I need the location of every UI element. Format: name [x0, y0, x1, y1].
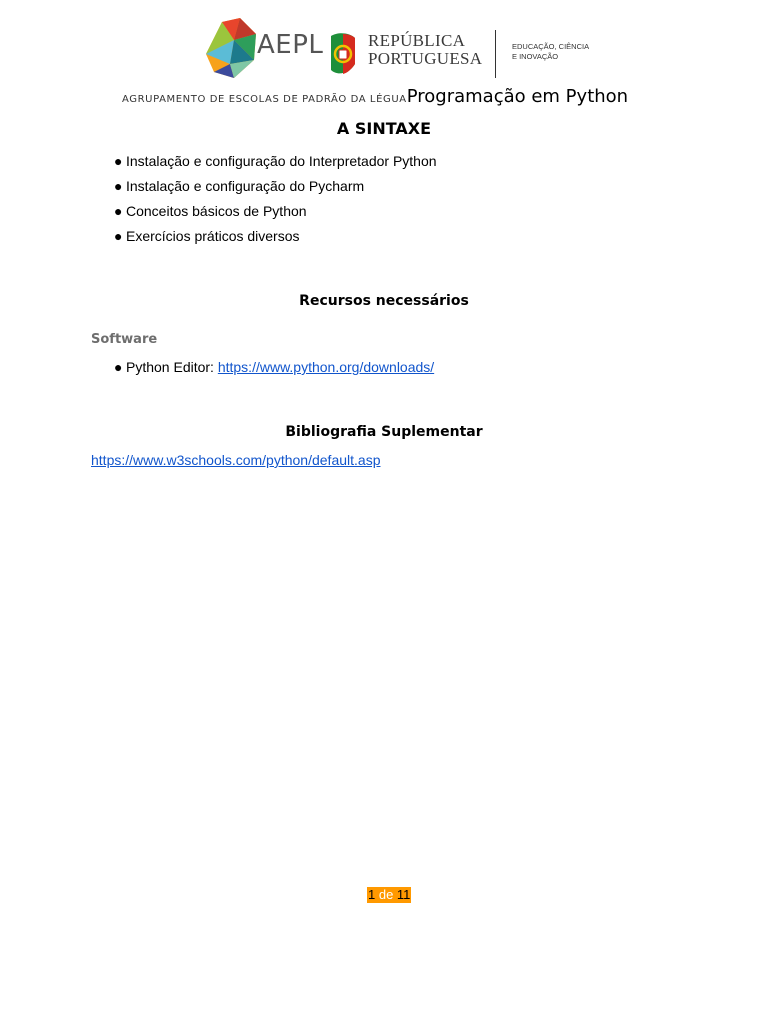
aepl-logo-text: AEPL [257, 30, 324, 60]
bullet-icon: ● [114, 153, 123, 169]
page-separator: de [375, 887, 397, 902]
list-item [114, 174, 437, 199]
list-item [114, 355, 434, 380]
w3schools-link[interactable]: https://www.w3schools.com/python/default.asp [91, 452, 381, 468]
ministry-label [512, 42, 589, 62]
topic-text: Instalação e configuração do Pycharm [126, 178, 365, 194]
software-list [114, 355, 434, 380]
header-divider [495, 30, 496, 78]
topic-text: Instalação e configuração do Interpretador Python [126, 153, 437, 169]
ministry-line-1: EDUCAÇÃO, CIÊNCIA [512, 42, 590, 51]
list-item [114, 199, 437, 224]
resources-heading: Recursos necessários [299, 293, 469, 309]
document-title: A SINTAXE [336, 119, 432, 138]
republic-emblem-icon [327, 30, 359, 78]
list-item [114, 149, 437, 174]
republic-wordmark [368, 32, 482, 68]
bullet-icon: ● [114, 359, 123, 375]
ministry-line-2: E INOVAÇÃO [512, 52, 559, 61]
total-pages: 11 [396, 887, 411, 902]
bullet-icon: ● [114, 228, 123, 244]
topic-text: Conceitos básicos de Python [126, 203, 307, 219]
bullet-icon: ● [114, 203, 123, 219]
bibliography-heading: Bibliografia Suplementar [285, 424, 483, 440]
header-logos [200, 14, 600, 84]
page-indicator [367, 887, 411, 903]
bullet-icon: ● [114, 178, 123, 194]
school-course-line [122, 86, 682, 107]
topic-text: Exercícios práticos diversos [126, 228, 300, 244]
course-title: Programação em Python [406, 86, 629, 107]
list-item [114, 224, 437, 249]
republic-line-1: REPÚBLICA [368, 31, 466, 50]
current-page: 1 [368, 887, 376, 902]
python-downloads-link[interactable]: https://www.python.org/downloads/ [217, 359, 435, 375]
software-label: Software [91, 332, 158, 347]
topics-list [114, 149, 437, 249]
school-name: AGRUPAMENTO DE ESCOLAS DE PADRÃO DA LÉGUA [122, 94, 407, 105]
software-item-label: Python Editor: [126, 359, 218, 375]
republic-line-2: PORTUGUESA [368, 49, 483, 68]
